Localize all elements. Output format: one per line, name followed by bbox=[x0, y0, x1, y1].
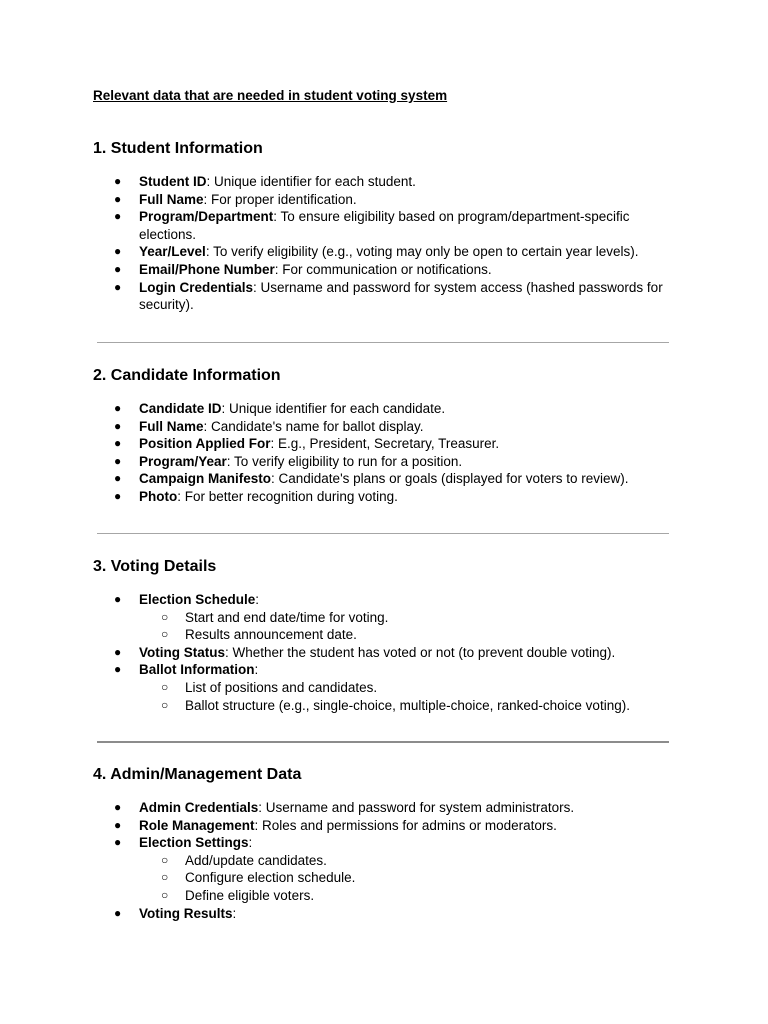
sub-list-item bbox=[139, 869, 683, 887]
bullet-icon: ● bbox=[114, 418, 122, 433]
sub-bullet-list bbox=[139, 679, 683, 714]
horizontal-divider bbox=[97, 533, 669, 534]
list-item bbox=[93, 243, 683, 261]
bullet-icon: ● bbox=[114, 401, 122, 415]
item-text: : For better recognition during voting. bbox=[177, 488, 398, 504]
section-heading: 4. Admin/Management Data bbox=[93, 766, 302, 783]
list-item bbox=[93, 661, 683, 714]
bullet-icon: ● bbox=[114, 453, 122, 468]
list-item bbox=[93, 261, 683, 279]
sub-bullet-icon: ○ bbox=[161, 627, 169, 642]
sub-list-item bbox=[139, 887, 683, 905]
bullet-icon: ● bbox=[114, 592, 122, 606]
horizontal-divider bbox=[97, 342, 669, 343]
section-candidate-information bbox=[93, 366, 683, 506]
bullet-icon: ● bbox=[114, 174, 122, 188]
horizontal-divider bbox=[97, 741, 669, 743]
list-item bbox=[93, 591, 683, 644]
item-text: : Roles and permissions for admins or moderators. bbox=[254, 817, 557, 833]
bullet-icon: ● bbox=[114, 436, 122, 451]
list-item bbox=[93, 191, 683, 209]
item-label: Election Settings bbox=[139, 835, 249, 851]
section-heading: 2. Candidate Information bbox=[93, 367, 281, 384]
item-text: : Candidate's name for ballot display. bbox=[203, 418, 424, 434]
bullet-icon: ● bbox=[114, 800, 122, 814]
item-text: : bbox=[255, 592, 260, 607]
sub-item-text: Define eligible voters. bbox=[185, 887, 315, 903]
bullet-icon: ● bbox=[114, 279, 122, 294]
item-text: : bbox=[232, 905, 237, 921]
item-label: Ballot Information bbox=[139, 662, 255, 678]
list-item bbox=[93, 208, 683, 243]
item-text: : Candidate's plans or goals (displayed for voters to review). bbox=[271, 471, 629, 487]
item-text: : E.g., President, Secretary, Treasurer. bbox=[270, 436, 500, 452]
sub-bullet-icon: ○ bbox=[161, 697, 169, 712]
sub-bullet-list bbox=[139, 609, 683, 644]
sub-bullet-icon: ○ bbox=[161, 887, 169, 902]
list-item bbox=[93, 799, 683, 817]
item-text: : To verify eligibility to run for a position. bbox=[226, 453, 463, 469]
item-label: Role Management bbox=[139, 817, 255, 833]
bullet-list bbox=[93, 173, 683, 314]
item-label: Student ID bbox=[139, 174, 207, 189]
sub-list-item bbox=[139, 697, 683, 715]
list-item bbox=[93, 905, 683, 923]
section-admin-management-data bbox=[93, 765, 683, 922]
item-text: : Unique identifier for each student. bbox=[206, 174, 416, 189]
item-text: : For proper identification. bbox=[203, 191, 357, 207]
bullet-icon: ● bbox=[114, 471, 122, 486]
item-text: : Username and password for system access (hashed passwords for security). bbox=[139, 279, 663, 313]
item-text: : Whether the student has voted or not (to prevent double voting). bbox=[225, 644, 616, 660]
item-text: : To ensure eligibility based on program/department-specific elections. bbox=[139, 209, 630, 242]
list-item bbox=[93, 279, 683, 314]
list-item bbox=[93, 817, 683, 835]
item-label: Year/Level bbox=[139, 244, 206, 260]
item-label: Full Name bbox=[139, 191, 204, 207]
item-label: Program/Department bbox=[139, 209, 274, 225]
bullet-icon: ● bbox=[114, 662, 122, 677]
bullet-icon: ● bbox=[114, 209, 122, 224]
bullet-icon: ● bbox=[114, 244, 122, 259]
item-label: Campaign Manifesto bbox=[139, 471, 272, 487]
bullet-icon: ● bbox=[114, 835, 122, 850]
section-voting-details bbox=[93, 557, 683, 714]
sub-item-text: Results announcement date. bbox=[185, 627, 357, 643]
item-label: Position Applied For bbox=[139, 436, 271, 452]
sub-bullet-icon: ○ bbox=[161, 679, 169, 694]
list-item bbox=[93, 435, 683, 453]
item-label: Photo bbox=[139, 488, 178, 504]
bullet-icon: ● bbox=[114, 905, 122, 920]
item-label: Election Schedule bbox=[139, 592, 256, 607]
list-item bbox=[93, 400, 683, 418]
item-label: Program/Year bbox=[139, 453, 227, 469]
bullet-icon: ● bbox=[114, 644, 122, 659]
list-item bbox=[93, 488, 683, 506]
item-text: : Username and password for system administrators. bbox=[258, 800, 575, 815]
sub-item-text: List of positions and candidates. bbox=[185, 679, 378, 695]
sub-item-text: Add/update candidates. bbox=[185, 852, 327, 868]
item-label: Candidate ID bbox=[139, 401, 222, 416]
section-heading: 3. Voting Details bbox=[93, 558, 217, 575]
item-text: : To verify eligibility (e.g., voting may only be open to certain year levels). bbox=[205, 244, 639, 260]
bullet-icon: ● bbox=[114, 488, 122, 503]
sub-bullet-icon: ○ bbox=[161, 870, 169, 885]
item-text: : bbox=[248, 835, 253, 851]
sub-bullet-icon: ○ bbox=[161, 852, 169, 867]
bullet-list bbox=[93, 799, 683, 922]
sub-bullet-icon: ○ bbox=[161, 609, 169, 624]
list-item bbox=[93, 173, 683, 191]
section-heading: 1. Student Information bbox=[93, 140, 263, 157]
item-text: : Unique identifier for each candidate. bbox=[221, 401, 446, 416]
list-item bbox=[93, 470, 683, 488]
sub-list-item bbox=[139, 679, 683, 697]
list-item bbox=[93, 453, 683, 471]
bullet-list bbox=[93, 591, 683, 714]
section-student-information bbox=[93, 139, 683, 314]
sub-item-text: Configure election schedule. bbox=[185, 870, 356, 886]
sub-list-item bbox=[139, 852, 683, 870]
item-label: Login Credentials bbox=[139, 279, 254, 295]
bullet-icon: ● bbox=[114, 817, 122, 832]
item-label: Email/Phone Number bbox=[139, 261, 275, 277]
item-label: Voting Results bbox=[139, 905, 233, 921]
item-label: Admin Credentials bbox=[139, 800, 259, 815]
sub-item-text: Ballot structure (e.g., single-choice, multiple-choice, ranked-choice voting). bbox=[185, 697, 630, 713]
sub-bullet-list bbox=[139, 852, 683, 905]
sub-list-item bbox=[139, 626, 683, 644]
bullet-icon: ● bbox=[114, 191, 122, 206]
list-item bbox=[93, 644, 683, 662]
item-text: : bbox=[254, 662, 259, 678]
list-item bbox=[93, 418, 683, 436]
item-label: Full Name bbox=[139, 418, 204, 434]
item-text: : For communication or notifications. bbox=[274, 261, 492, 277]
sub-list-item bbox=[139, 609, 683, 627]
bullet-list bbox=[93, 400, 683, 506]
item-label: Voting Status bbox=[139, 644, 225, 660]
document-title: Relevant data that are needed in student voting system bbox=[93, 88, 448, 103]
sub-item-text: Start and end date/time for voting. bbox=[185, 609, 389, 625]
bullet-icon: ● bbox=[114, 261, 122, 276]
list-item bbox=[93, 834, 683, 904]
